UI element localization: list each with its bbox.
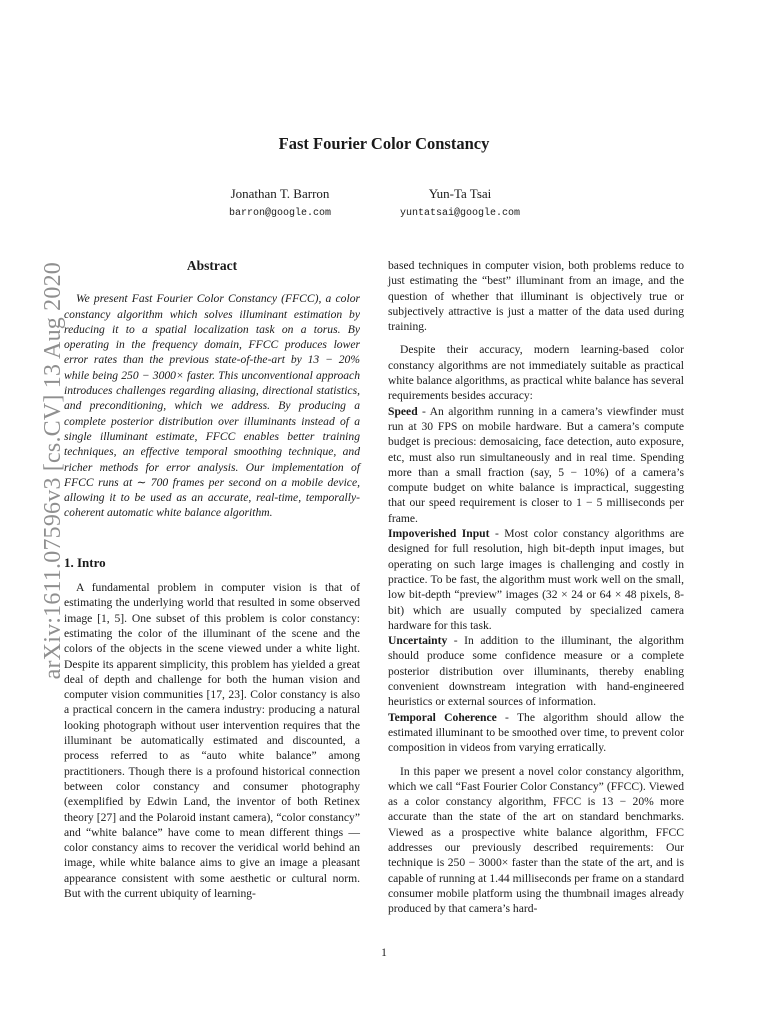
author-email: yuntatsai@google.com: [399, 208, 521, 219]
requirement-text: - The algorithm should allow the estimated illuminant to be smoothed over time, to prevent color composition in videos from varying erratically.: [388, 710, 684, 755]
body-paragraph: based techniques in computer vision, both problems reduce to just estimating the “best” illuminant from an image, and the question of whether that illuminant is objectively true or subjectively attractive is just a matter of the data used during training.: [388, 259, 684, 334]
author-name: Yun-Ta Tsai: [428, 186, 492, 201]
author-email: barron@google.com: [228, 208, 332, 219]
body-paragraph: In this paper we present a novel color constancy algorithm, which we call “Fast Fourier Color Constancy” (FFCC). Viewed as a color constancy algorithm, FFCC is 13 − 20% more accurate than the state of the art on standard benchmarks. Viewed as a prospective white balance algorithm, FFCC addresses our previously described requirements: Our technique is 250 − 3000× faster than the state of the art, and is capable of running at 1.44 milliseconds per frame on a standard consumer mobile platform using the thumbnail images already produced by that camera’s hard-: [388, 764, 684, 916]
requirement-text: - Most color constancy algorithms are designed for full resolution, high bit-depth input images, but operating on such large images is challenging and costly in practice. To be fast, the algorithm must work well on the small, low bit-depth “preview” images (32 × 24 or 64 × 48 pixels, 8-bit) which are usually computed by specialized camera hardware for this task.: [388, 527, 684, 632]
arxiv-identifier: arXiv:1611.07596v3 [cs.CV] 13 Aug 2020: [40, 262, 66, 680]
intro-paragraph: A fundamental problem in computer vision is that of estimating the underlying world that resulted in some observed image [1, 5]. One subset of this problem is color constancy: estimating the color of the illuminant of the scene and the colors of the objects in the scene viewed under a white light. Despite its apparent simplicity, this problem has yielded a great deal of depth and challenge for both the human vision and computer vision communities [17, 23]. Color constancy is also a practical concern in the camera industry: producing a natural looking photograph without user intervention requires that the illuminant be automatically estimated and discounted, a process referred to as “auto white balance” among practitioners. Though there is a profound historical connection between color constancy and consumer photography (exemplified by Edwin Land, the inventor of both Retinex theory [27] and the Polaroid instant camera), “color constancy” and “white balance” have come to mean different things — color constancy aims to recover the veridical world behind an image, while white balance aims to give an image a pleasant appearance consistent with some aesthetic or cultural norm. But with the current ubiquity of learning-: [64, 581, 360, 900]
body-paragraph: Despite their accuracy, modern learning-based color constancy algorithms are not immediately suitable as practical white balance algorithms, as practical white balance has several requirements besides accuracy:: [388, 343, 684, 403]
paper-title: Fast Fourier Color Constancy: [278, 134, 490, 153]
requirement-term: Uncertainty: [388, 634, 448, 648]
section-heading-intro: 1. Intro: [64, 554, 106, 570]
left-column: [64, 258, 360, 901]
page-number: 1: [381, 947, 387, 959]
author-block-1: [190, 186, 370, 219]
requirement-term: Impoverished Input: [388, 527, 490, 541]
author-block-2: [370, 186, 550, 219]
abstract-text: We present Fast Fourier Color Constancy (FFCC), a color constancy algorithm which solves illuminant estimation by reducing it to a spatial localization task on a torus. By operating in the frequency domain, FFCC produces lower error rates than the previous state-of-the-art by 13 − 20% while being 250 − 3000× faster. This unconventional approach introduces challenges regarding aliasing, directional statistics, and preconditioning, which we address. By producing a complete posterior distribution over illuminants instead of a single illuminant estimate, FFCC enables better training techniques, an effective temporal smoothing technique, and richer methods for error analysis. Our implementation of FFCC runs at ∼ 700 frames per second on a mobile device, allowing it to be used as an accurate, real-time, temporally-coherent automatic white balance algorithm.: [64, 292, 360, 520]
requirement-term: Speed: [388, 404, 418, 418]
requirement-uncertainty: [388, 633, 684, 709]
requirement-text: - In addition to the illuminant, the algorithm should produce some confidence measure or a complete posterior distribution over illuminants, thereby enabling convenient downstream integration with hand-engineered heuristics or external sources of information.: [388, 634, 684, 709]
requirement-temporal: [388, 710, 684, 756]
requirement-text: - An algorithm running in a camera’s viewfinder must run at 30 FPS on mobile hardware. But a camera’s compute budget is precious: demosaicing, face detection, auto exposure, etc, must also run simultaneously and in real time. Spending more than a small fraction (say, 5 − 10%) of a camera’s compute budget on white balance is impractical, suggesting that our speed requirement is closer to 1 − 5 milliseconds per frame.: [388, 404, 684, 525]
requirement-term: Temporal Coherence: [388, 710, 497, 724]
requirement-speed: [388, 404, 684, 526]
requirement-input: [388, 526, 684, 633]
author-name: Jonathan T. Barron: [230, 186, 330, 201]
right-column: [388, 258, 684, 916]
abstract-heading: Abstract: [186, 258, 238, 273]
